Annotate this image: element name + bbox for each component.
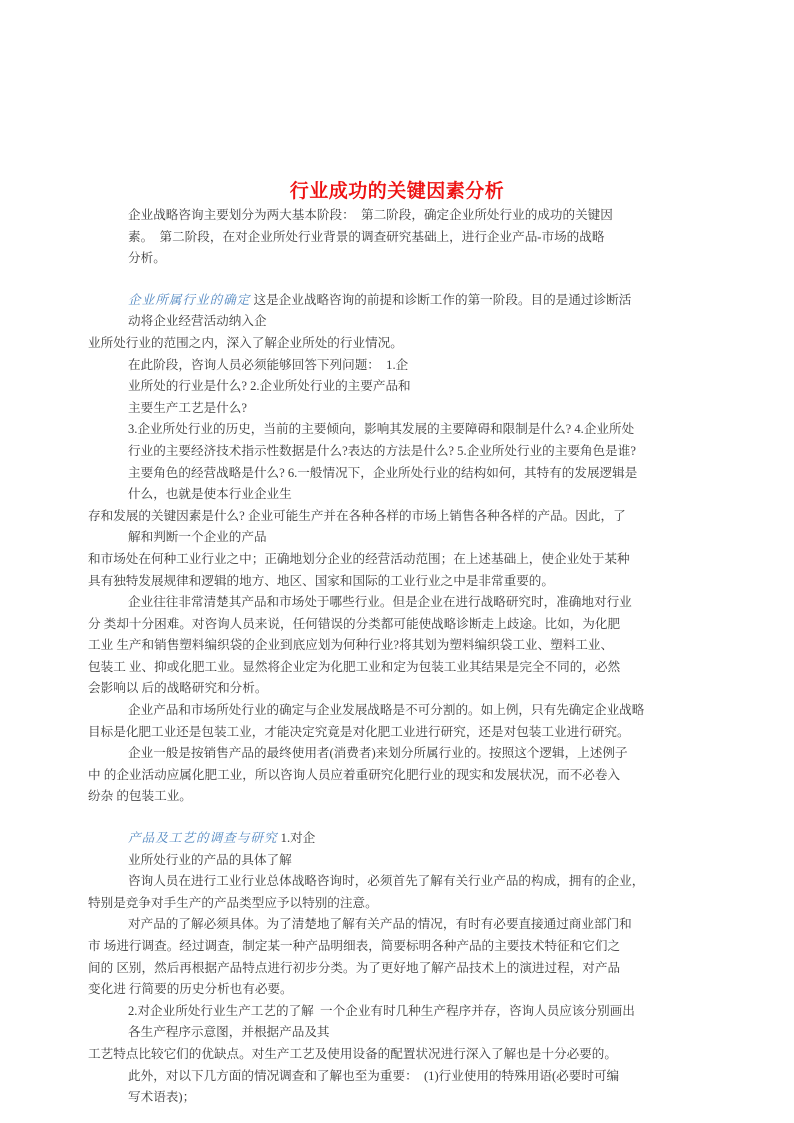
text-line: 分 类却十分困难。对咨询人员来说，任何错误的分类都可能使战略诊断走上歧途。比如，为化肥 bbox=[88, 616, 621, 631]
text-line: 和市场处在何种工业行业之中；正确地划分企业的经营活动范围；在上述基础上，使企业处于某种 bbox=[88, 551, 630, 566]
text-line: 工艺特点比较它们的优缺点。对生产工艺及使用设备的配置状况进行深入了解也是十分必要的。 bbox=[88, 1046, 617, 1061]
section-heading-line bbox=[0, 290, 794, 312]
paragraph-spacer bbox=[0, 270, 794, 290]
text-line: 业所处的行业是什么? 2.企业所处行业的主要产品和 bbox=[128, 379, 411, 394]
text-line: 解和判断一个企业的产品 bbox=[128, 530, 267, 545]
section-heading-2-continuation: 1.对企 bbox=[277, 831, 316, 846]
text-line: 企业战略咨询主要划分为两大基本阶段： 第二阶段，确定企业所处行业的成功的关键因 bbox=[128, 208, 613, 222]
text-line: 主要生产工艺是什么? bbox=[128, 400, 247, 415]
text-line: 中 的企业活动应属化肥工业，所以咨询人员应着重研究化肥行业的现实和发展状况，而不必卷入 bbox=[88, 767, 621, 782]
section-heading-line bbox=[0, 828, 794, 850]
document-body bbox=[0, 205, 794, 1109]
text-line: 企业产品和市场所处行业的确定与企业发展战略是不可分割的。如上例，只有先确定企业战略 bbox=[128, 703, 645, 718]
text-line: 具有独特发展规律和逻辑的地方、地区、国家和国际的工业行业之中是非常重要的。 bbox=[88, 573, 554, 588]
text-line: 包装工 业、抑或化肥工业。显然将企业定为化肥工业和定为包装工业其结果是完全不同的，必然 bbox=[88, 659, 621, 674]
text-line: 3.企业所处行业的历史，当前的主要倾向，影响其发展的主要障碍和限制是什么? 4.企业所处 bbox=[128, 422, 635, 437]
text-line: 咨询人员在进行工业行业总体战略咨询时，必须首先了解有关行业产品的构成，拥有的企业， bbox=[128, 874, 645, 889]
text-line: 企业往往非常清楚其产品和市场处于哪些行业。但是企业在进行战略研究时，准确地对行业 bbox=[128, 595, 632, 610]
text-line: 纷杂 的包装工业。 bbox=[88, 789, 192, 804]
section-heading-1: 企业所属行业的确定 bbox=[128, 292, 251, 307]
text-line: 对产品的了解必须具体。为了清楚地了解有关产品的情况，有时有必要直接通过商业部门和 bbox=[128, 917, 632, 932]
page-title: 行业成功的关键因素分析 bbox=[289, 180, 505, 202]
text-line: 在此阶段，咨询人员必须能够回答下列问题： 1.企 bbox=[128, 357, 409, 372]
text-line: 特别是竞争对手生产的产品类型应予以特别的注意。 bbox=[88, 895, 378, 910]
text-line: 目标是化肥工业还是包装工业，才能决定究竟是对化肥工业进行研究，还是对包装工业进行研究。 bbox=[88, 724, 630, 739]
text-line: 此外，对以下几方面的情况调查和了解也至为重要： (1)行业使用的特殊用语(必要时可编 bbox=[128, 1068, 620, 1083]
section-heading-2: 产品及工艺的调查与研究 bbox=[128, 831, 278, 846]
text-line: 2.对企业所处行业生产工艺的了解 一个企业有时几种生产程序并存，咨询人员应该分别画出 bbox=[128, 1003, 635, 1018]
text-line: 工业 生产和销售塑料编织袋的企业到底应划为何种行业?将其划为塑料编织袋工业、塑料工业、 bbox=[88, 638, 614, 653]
text-line: 市 场进行调查。经过调查，制定某一种产品明细表，简要标明各种产品的主要技术特征和它们之 bbox=[88, 939, 621, 953]
text-line: 间的 区别，然后再根据产品特点进行初步分类。为了更好地了解产品技术上的演进过程，对产品 bbox=[88, 960, 621, 975]
text-line: 存和发展的关键因素是什么? 企业可能生产并在各种各样的市场上销售各种各样的产品。因此，了 bbox=[88, 508, 626, 523]
paragraph-spacer bbox=[0, 808, 794, 828]
text-line: 素。 第二阶段，在对企业所处行业背景的调查研究基础上，进行企业产品-市场的战略 bbox=[128, 229, 605, 244]
text-line: 分析。 bbox=[128, 251, 166, 266]
text-line: 业所处行业的范围之内，深入了解企业所处的行业情况。 bbox=[88, 335, 403, 350]
text-line: 什么，也就是使本行业企业生 bbox=[128, 487, 292, 502]
text-line: 会影响以 后的战略研究和分析。 bbox=[88, 681, 268, 696]
text-line: 动将企业经营活动纳入企 bbox=[128, 314, 267, 329]
text-line: 变化进 行简要的历史分析也有必要。 bbox=[88, 982, 293, 997]
text-line: 写术语表)； bbox=[128, 1090, 196, 1105]
text-line: 各生产程序示意图，并根据产品及其 bbox=[128, 1025, 330, 1040]
text-line: 企业一般是按销售产品的最终使用者(消费者)来划分所属行业的。按照这个逻辑，上述例子 bbox=[128, 746, 628, 761]
text-line: 业所处行业的产品的具体了解 bbox=[128, 852, 292, 867]
text-line: 行业的主要经济技术指示性数据是什么?表达的方法是什么? 5.企业所处行业的主要角色是谁? bbox=[128, 443, 636, 458]
text-line: 主要角色的经营战略是什么? 6.一般情况下，企业所处行业的结构如何，其特有的发展逻辑是 bbox=[128, 465, 638, 480]
section-heading-1-continuation: 这是企业战略咨询的前提和诊断工作的第一阶段。目的是通过诊断活 bbox=[250, 292, 632, 307]
